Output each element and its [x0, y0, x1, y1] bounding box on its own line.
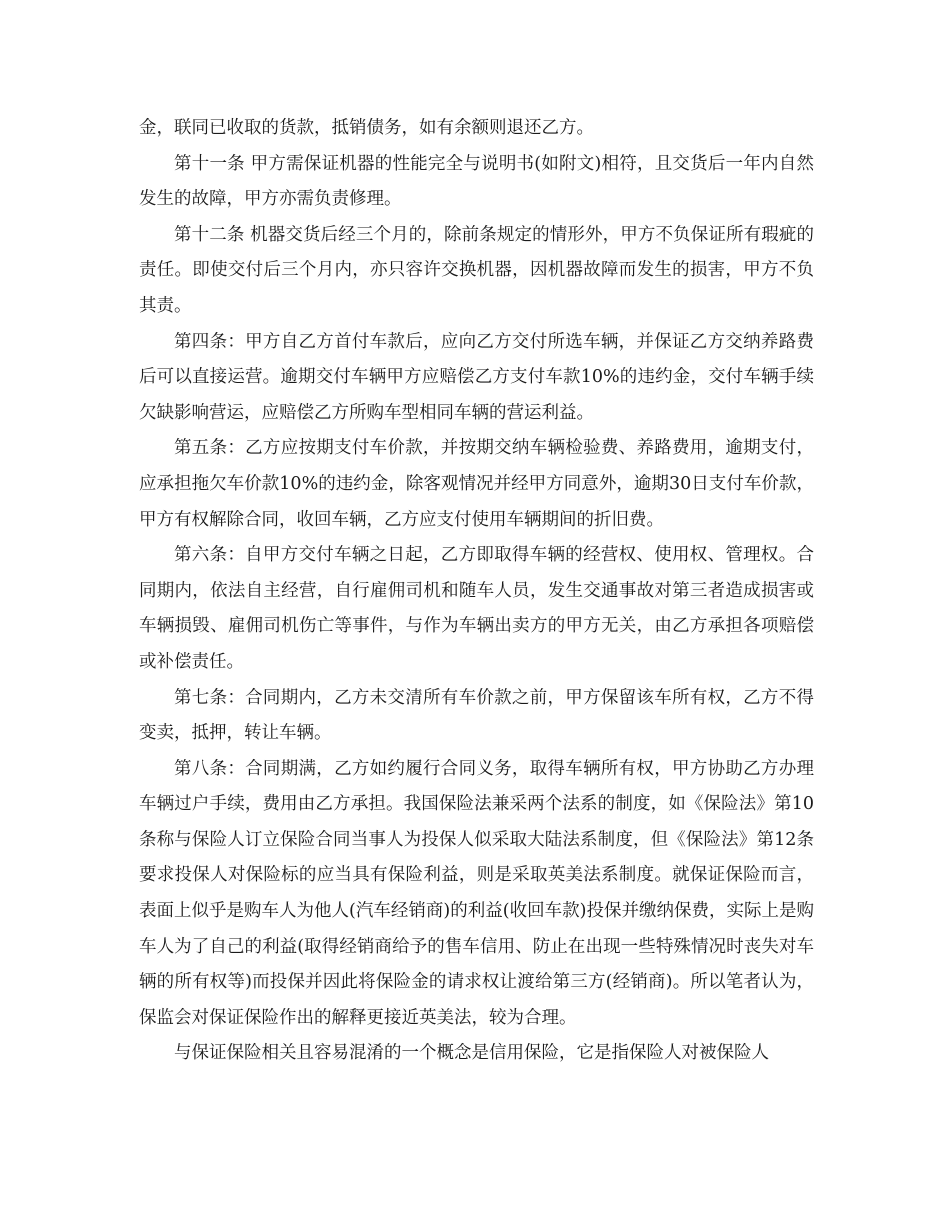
- paragraph-credit-insurance: 与保证保险相关且容易混淆的一个概念是信用保险，它是指保险人对被保险人: [174, 1043, 769, 1064]
- document-body: [139, 111, 814, 1072]
- paragraph-article-7: 第七条：合同期内，乙方未交清所有车价款之前，甲方保留该车所有权，乙方不得变卖，抵押，转让车辆。: [139, 687, 814, 744]
- paragraph-article-12: 第十二条 机器交货后经三个月的，除前条规定的情形外，甲方不负保证所有瑕疵的责任。即使交付后三个月内，亦只容许交换机器，因机器故障而发生的损害，甲方不负其责。: [139, 224, 814, 316]
- paragraph-article-6: 第六条：自甲方交付车辆之日起，乙方即取得车辆的经营权、使用权、管理权。合同期内，依法自主经营，自行雇佣司机和随车人员，发生交通事故对第三者造成损害或车辆损毁、雇佣司机伤亡等事件，与作为车辆出卖方的甲方无关，由乙方承担各项赔偿或补偿责任。: [139, 545, 814, 672]
- paragraph-0: 金，联同已收取的货款，抵销债务，如有余额则退还乙方。: [139, 118, 594, 138]
- paragraph-article-8: 第八条：合同期满，乙方如约履行合同义务，取得车辆所有权，甲方协助乙方办理车辆过户手续，费用由乙方承担。我国保险法兼采两个法系的制度，如《保险法》第10条称与保险人订立保险合同当事人为投保人似采取大陆法系制度，但《保险法》第12条要求投保人对保险标的应当具有保险利益，则是采取英美法系制度。就保证保险而言，表面上似乎是购车人为他人(汽车经销商)的利益(收回车款)投保并缴纳保费，实际上是购车人为了自己的利益(取得经销商给予的售车信用、防止在出现一些特殊情况时丧失对车辆的所有权等)而投保并因此将保险金的请求权让渡给第三方(经销商)。所以笔者认为，保监会对保证保险作出的解释更接近英美法，较为合理。: [139, 758, 814, 1028]
- paragraph-article-4: 第四条：甲方自乙方首付车款后，应向乙方交付所选车辆，并保证乙方交纳养路费后可以直接运营。逾期交付车辆甲方应赔偿乙方支付车款10%的违约金，交付车辆手续欠缺影响营运，应赔偿乙方所购车型相同车辆的营运利益。: [139, 331, 814, 423]
- paragraph-article-11: 第十一条 甲方需保证机器的性能完全与说明书(如附文)相符，且交货后一年内自然发生的故障，甲方亦需负责修理。: [139, 153, 814, 210]
- paragraph-article-5: 第五条：乙方应按期支付车价款，并按期交纳车辆检验费、养路费用，逾期支付，应承担拖欠车价款10%的违约金，除客观情况并经甲方同意外，逾期30日支付车价款，甲方有权解除合同，收回车辆，乙方应支付使用车辆期间的折旧费。: [139, 438, 814, 530]
